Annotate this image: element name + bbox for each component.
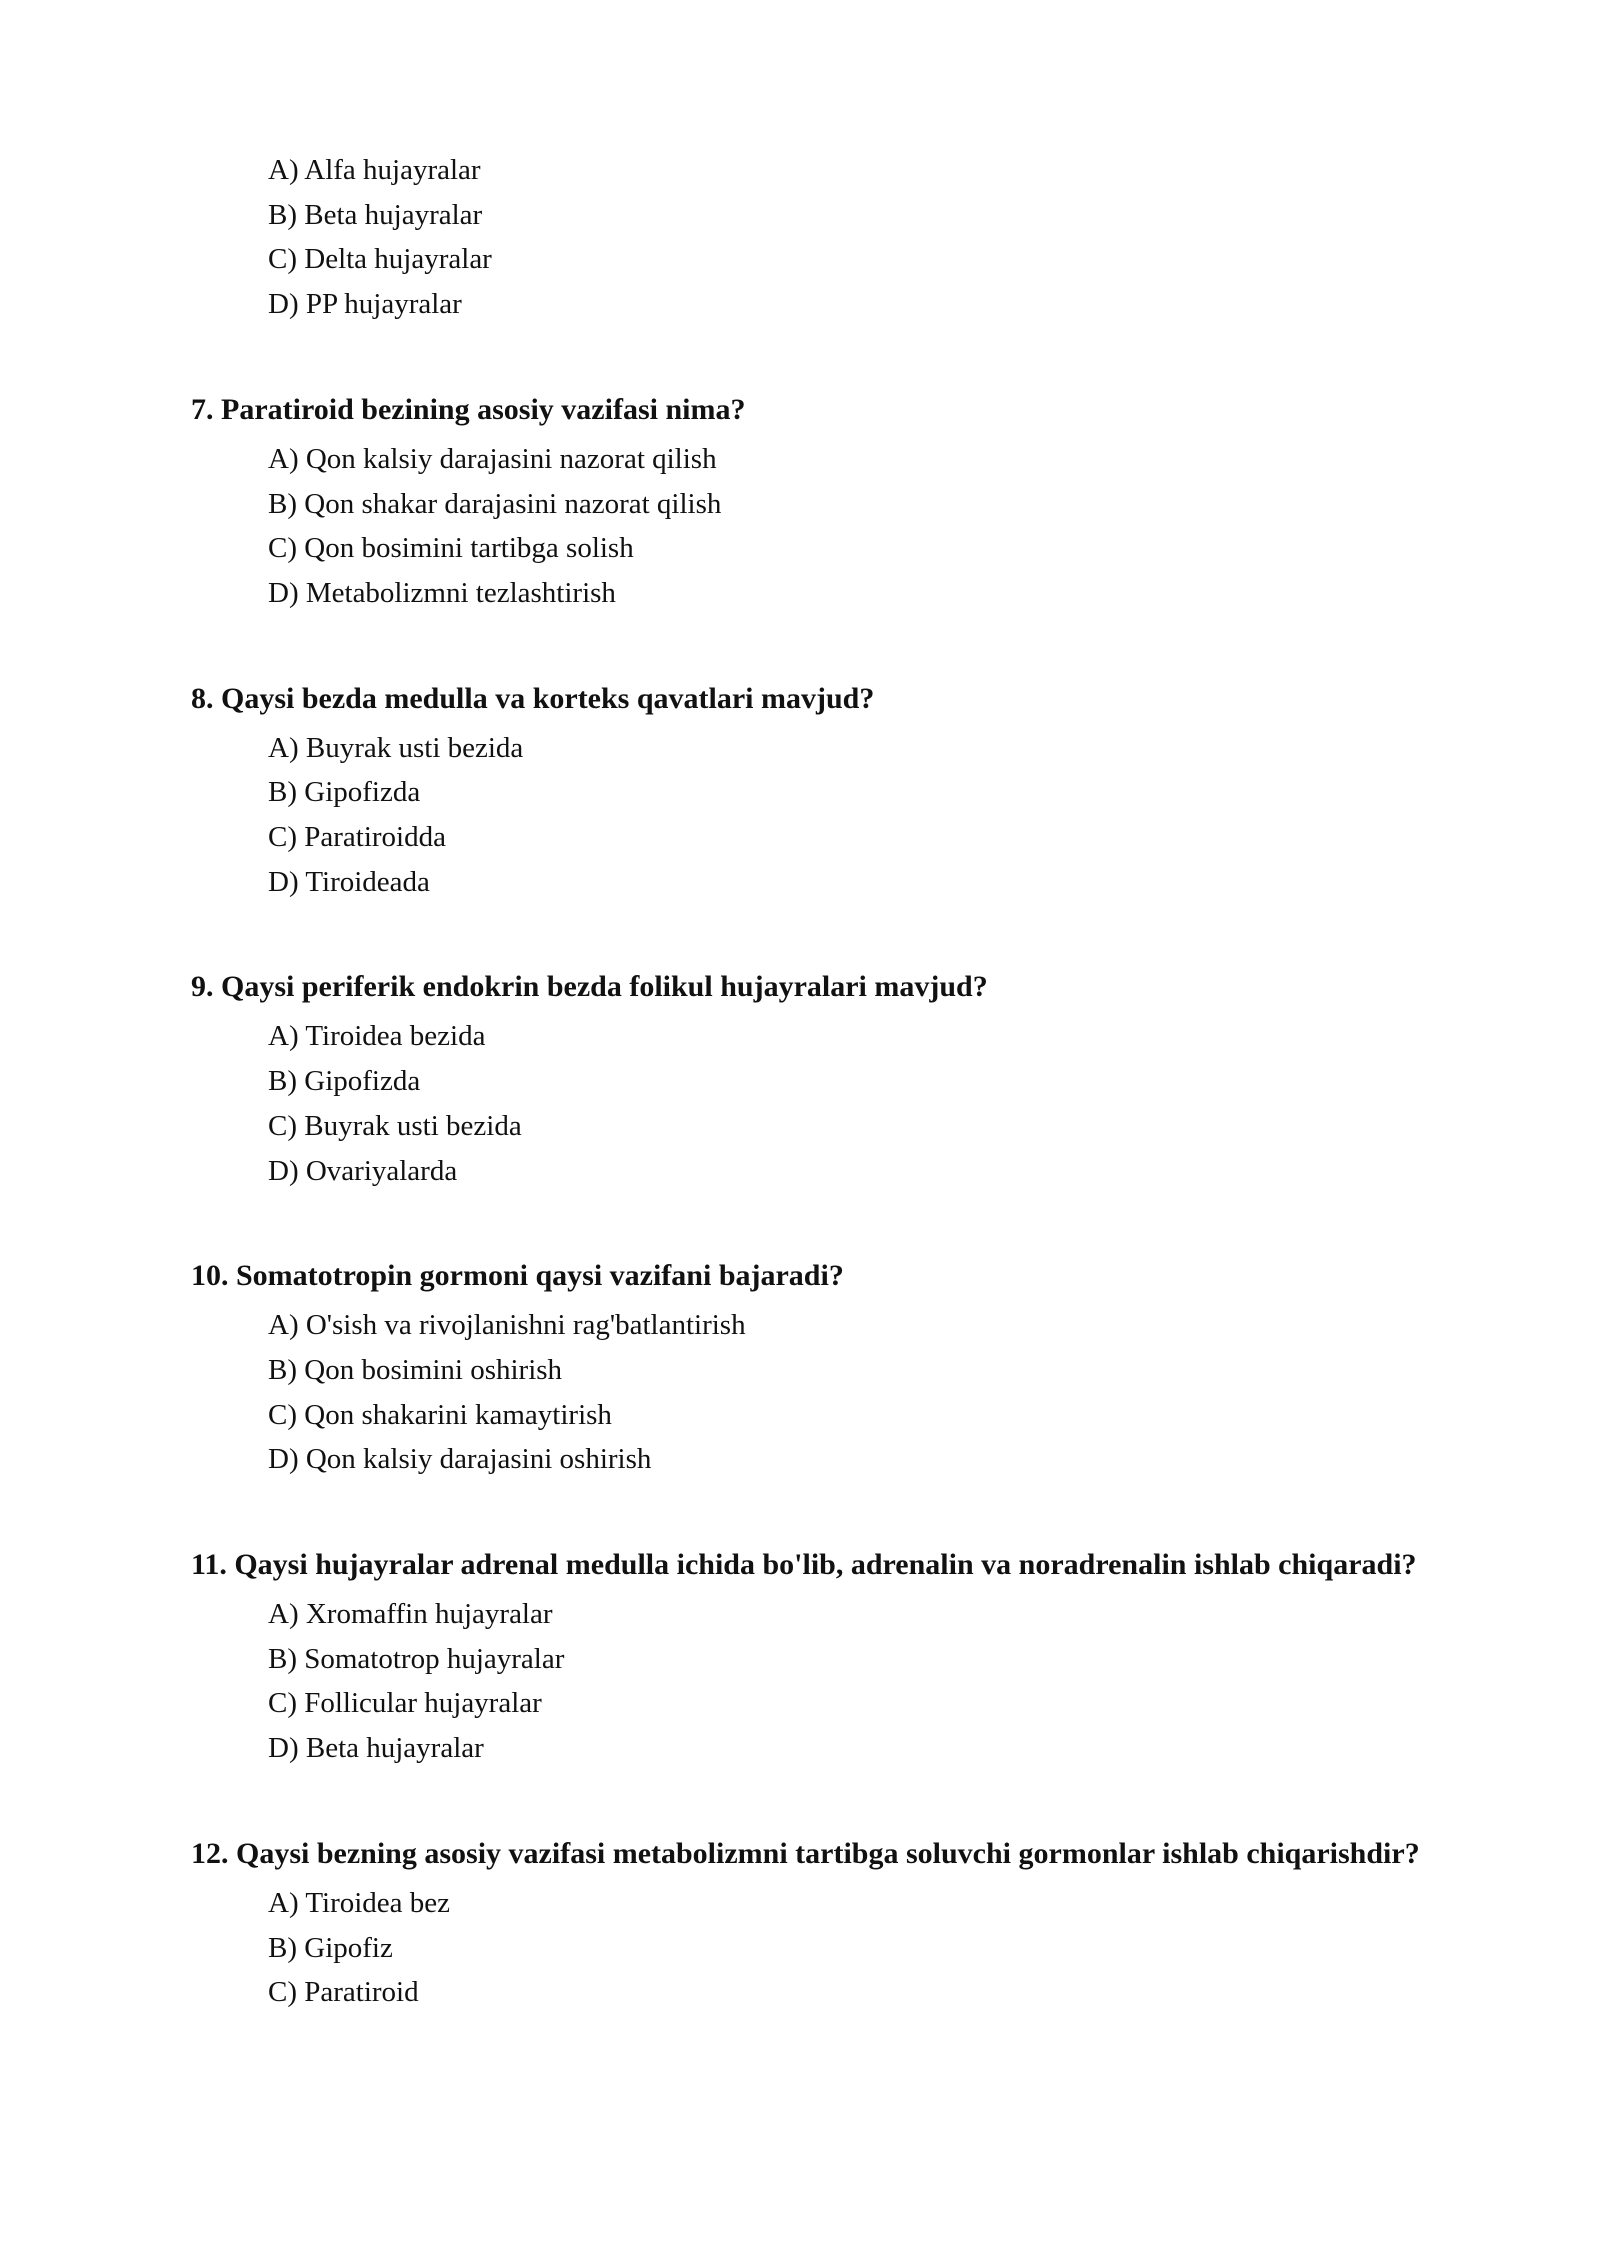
answer-option: C) Delta hujayralar [268,243,492,276]
question-options [191,1881,1489,2015]
question-options [191,437,1489,616]
question-title: 10. Somatotropin gormoni qaysi vazifani bajaradi? [191,1259,844,1293]
question-title: 8. Qaysi bezda medulla va korteks qavatlari mavjud? [191,681,875,715]
carryover-options [191,148,1489,327]
answer-option: B) Gipofizda [268,1065,421,1098]
question-9 [191,966,1489,1193]
question-12 [191,1833,1489,2015]
answer-option: C) Paratiroidda [268,821,446,854]
question-options [191,726,1489,905]
answer-option: A) Tiroidea bez [268,1886,451,1919]
answer-option: D) Qon kalsiy darajasini oshirish [268,1443,652,1476]
quiz-content [191,148,1489,2015]
answer-option: C) Follicular hujayralar [268,1687,542,1720]
answer-option: D) Metabolizmni tezlashtirish [268,576,616,609]
question-11 [191,1544,1489,1771]
answer-option: B) Beta hujayralar [268,198,483,231]
answer-option: C) Qon shakarini kamaytirish [268,1398,612,1431]
answer-option: B) Qon shakar darajasini nazorat qilish [268,487,722,520]
question-8 [191,678,1489,905]
answer-option: A) Buyrak usti bezida [268,731,524,764]
answer-option: C) Paratiroid [268,1976,419,2009]
answer-option: A) Alfa hujayralar [268,154,481,186]
answer-option: A) Tiroidea bezida [268,1020,486,1053]
question-options [191,1592,1489,1771]
question-title: 9. Qaysi periferik endokrin bezda folikul hujayralari mavjud? [191,970,988,1004]
question-10 [191,1255,1489,1482]
answer-option: D) PP hujayralar [268,288,462,321]
answer-option: A) O'sish va rivojlanishni rag'batlantirish [268,1309,746,1342]
question-options [191,1303,1489,1482]
question-title: 7. Paratiroid bezining asosiy vazifasi nima? [191,392,746,426]
answer-option: D) Beta hujayralar [268,1732,484,1765]
answer-option: C) Qon bosimini tartibga solish [268,532,634,565]
answer-option: B) Somatotrop hujayralar [268,1642,565,1675]
answer-option: A) Qon kalsiy darajasini nazorat qilish [268,442,717,475]
answer-option: B) Gipofiz [268,1931,393,1964]
answer-option: D) Tiroideada [268,865,430,898]
answer-option: A) Xromaffin hujayralar [268,1598,553,1631]
answer-option: C) Buyrak usti bezida [268,1109,522,1142]
answer-option: D) Ovariyalarda [268,1154,458,1187]
answer-option: B) Qon bosimini oshirish [268,1353,563,1386]
question-title: 12. Qaysi bezning asosiy vazifasi metabolizmni tartibga soluvchi gormonlar ishlab chiqarishdir? [191,1836,1420,1870]
question-7 [191,389,1489,616]
question-options [191,1014,1489,1193]
question-title: 11. Qaysi hujayralar adrenal medulla ichida bo'lib, adrenalin va noradrenalin ishlab chiqaradi? [191,1548,1417,1582]
answer-option: B) Gipofizda [268,776,421,809]
